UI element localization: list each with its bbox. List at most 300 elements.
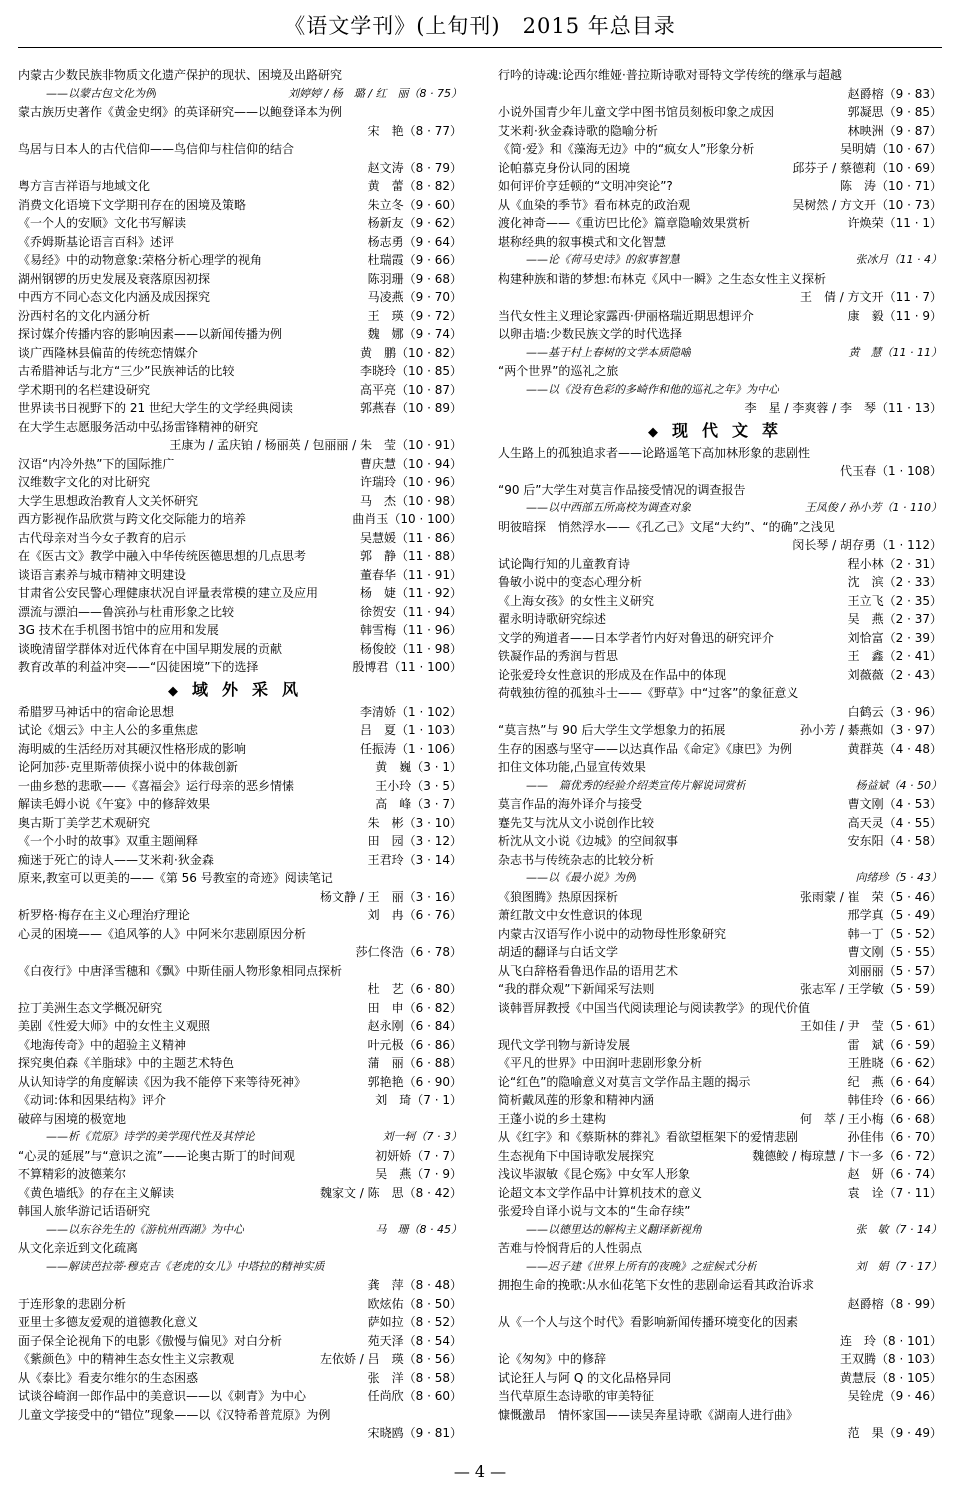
article-subtitle: —— 篇优秀的经验介绍类宣传片解说词赏析 — [526, 778, 746, 792]
author-page: 王小玲（3 · 5） — [375, 778, 462, 793]
toc-row — [498, 122, 942, 141]
article-title: 在大学生志愿服务活动中弘扬雷锋精神的研究 — [18, 419, 259, 434]
author-page: 安东阳（4 · 58） — [847, 834, 942, 848]
toc-row — [18, 603, 462, 622]
toc-entry — [498, 499, 942, 518]
toc-entry — [18, 436, 462, 455]
toc-entry — [498, 1202, 942, 1221]
toc-entry — [498, 851, 942, 870]
article-title: 海明威的生活经历对其硬汉性格形成的影响 — [18, 741, 247, 756]
toc-entry — [498, 795, 942, 814]
article-title: 破碎与困境的极宽地 — [18, 1111, 127, 1126]
toc-entry — [18, 1406, 462, 1425]
toc-entry — [498, 869, 942, 888]
article-title: 人生路上的孤独追求者——论路遥笔下高加林形象的悲剧性 — [498, 445, 811, 460]
toc-entry — [18, 980, 462, 999]
toc-row — [498, 159, 942, 178]
toc-row — [18, 122, 462, 141]
toc-row — [498, 270, 942, 289]
toc-row — [498, 1387, 942, 1406]
author-page: 张 洋（8 · 58） — [367, 1370, 462, 1385]
toc-entry — [18, 177, 462, 196]
article-title: 《上海女孩》的女性主义研究 — [498, 593, 655, 608]
toc-entry — [498, 610, 942, 629]
article-title: 铁凝作品的秀润与哲思 — [498, 649, 619, 663]
article-subtitle: ——析《荒原》诗学的美学现代性及其悖论 — [46, 1130, 255, 1143]
toc-row — [498, 214, 942, 233]
article-title: 简析戴凤莲的形象和精神内涵 — [498, 1093, 655, 1107]
article-title: 论《匆匆》中的修辞 — [498, 1352, 607, 1366]
toc-row — [498, 980, 942, 999]
toc-row — [498, 555, 942, 574]
toc-row — [498, 177, 942, 196]
toc-entry — [18, 1276, 462, 1295]
toc-row — [18, 159, 462, 178]
article-subtitle: ——迟子建《世界上所有的夜晚》之症候式分析 — [526, 1259, 757, 1273]
author-page: 赵文涛（8 · 79） — [367, 160, 462, 175]
toc-entry — [498, 1258, 942, 1277]
article-title: 浅议毕淑敏《昆仑殇》中女军人形象 — [498, 1167, 691, 1181]
author-page: 范 果（9 · 49） — [847, 1426, 942, 1440]
article-title: 谈广西隆林县偏苗的传统恋情媒介 — [18, 345, 199, 360]
toc-entry — [18, 795, 462, 814]
author-page: 魏 娜（9 · 74） — [367, 327, 462, 341]
author-page: 袁 诠（7 · 11） — [847, 1185, 942, 1200]
author-page: 纪 燕（6 · 64） — [847, 1074, 942, 1089]
toc-row — [498, 1221, 942, 1240]
article-title: 析沈从文小说《边城》的空间叙事 — [498, 834, 679, 848]
toc-entry — [498, 592, 942, 611]
author-page: 康 毅（11 · 9） — [847, 308, 942, 323]
author-page: 马凌燕（9 · 70） — [367, 290, 462, 304]
author-page: 杨新友（9 · 62） — [367, 216, 462, 230]
article-title: 解读毛姆小说《午宴》中的修辞效果 — [18, 797, 211, 811]
right-column — [498, 66, 942, 1443]
toc-row — [498, 1091, 942, 1110]
article-title: 萧红散文中女性意识的体现 — [498, 908, 643, 922]
article-title: 从认知诗学的角度解读《因为我不能停下来等待死神》 — [18, 1074, 307, 1089]
toc-row — [18, 1110, 462, 1129]
article-title: 荷戟独彷徨的孤独斗士——《野草》中“过客”的象征意义 — [498, 686, 799, 700]
toc-entry — [498, 196, 942, 215]
article-title: 论“红色”的隐喻意义对莫言文学作品主题的揭示 — [498, 1074, 751, 1089]
author-page: 朱 彬（3 · 10） — [367, 815, 462, 830]
toc-row — [498, 925, 942, 944]
author-page: 王凤俊 / 孙小芳（1 · 110） — [804, 501, 942, 514]
author-page: 左依娇 / 吕 瑛（8 · 56） — [319, 1352, 462, 1366]
author-page: 吕 夏（1 · 103） — [360, 723, 462, 737]
author-page: 杨俊皎（11 · 98） — [360, 641, 462, 656]
toc-entry — [18, 1258, 462, 1277]
toc-entry — [18, 103, 462, 122]
author-page: 黄 慧（11 · 11） — [848, 345, 942, 359]
author-page: 刘薇薇（2 · 43） — [847, 667, 942, 682]
toc-entry — [498, 536, 942, 555]
toc-row — [18, 1221, 462, 1240]
toc-row — [18, 473, 462, 492]
author-page: 李 星 / 李爽蓉 / 李 琴（11 · 13） — [744, 401, 942, 415]
toc-row — [18, 1202, 462, 1221]
toc-entry — [18, 473, 462, 492]
toc-entry — [18, 1073, 462, 1092]
toc-row — [18, 547, 462, 566]
toc-row — [498, 703, 942, 722]
author-page: 任振涛（1 · 106） — [360, 741, 462, 756]
article-subtitle: ——以蒙古包文化为例 — [46, 86, 156, 100]
article-title: 生态视角下中国诗歌发展探究 — [498, 1148, 655, 1163]
toc-row — [498, 325, 942, 344]
toc-entry — [498, 1147, 942, 1166]
article-title: 鸟居与日本人的古代信仰——鸟信仰与柱信仰的结合 — [18, 142, 295, 156]
article-title: 从《泰比》看麦尔维尔的生态困惑 — [18, 1370, 199, 1385]
author-page: 吴树然 / 方文开（10 · 73） — [792, 197, 942, 212]
article-subtitle: ——以东谷先生的《游杭州西湖》为中心 — [46, 1222, 244, 1236]
article-title: 汉维数字文化的对比研究 — [18, 475, 151, 489]
author-page: 孙佳伟（6 · 70） — [847, 1130, 942, 1144]
author-page: 魏德鲛 / 梅琼慧 / 卞一多（6 · 72） — [752, 1148, 942, 1163]
toc-entry — [498, 85, 942, 104]
toc-entry — [498, 66, 942, 85]
toc-entry — [18, 703, 462, 722]
author-page: 李晓玲（10 · 85） — [360, 364, 462, 378]
author-page: 连 玲（8 · 101） — [840, 1333, 942, 1348]
toc-entry — [18, 418, 462, 437]
article-title: 儿童文学接受中的“错位”现象——以《汉特希普荒原》为例 — [18, 1407, 331, 1422]
author-page: 韩雪梅（11 · 96） — [360, 623, 462, 637]
author-page: 宋 艳（8 · 77） — [367, 123, 462, 138]
author-page: 王如佳 / 尹 莹（5 · 61） — [799, 1019, 942, 1033]
author-page: 韩佳玲（6 · 66） — [847, 1093, 942, 1107]
toc-row — [498, 832, 942, 851]
toc-entry — [498, 980, 942, 999]
toc-entry — [498, 1073, 942, 1092]
toc-entry — [498, 1054, 942, 1073]
author-page: 张 敏（7 · 14） — [855, 1222, 942, 1236]
article-title: 《易经》中的动物意象:荣格分析心理学的视角 — [18, 253, 263, 267]
toc-entry — [18, 943, 462, 962]
toc-entry — [18, 869, 462, 888]
author-page: 王 鑫（2 · 41） — [847, 649, 942, 663]
toc-entry — [18, 1295, 462, 1314]
author-page: 沈 滨（2 · 33） — [847, 575, 942, 589]
article-title: 内蒙古汉语写作小说中的动物母性形象研究 — [498, 926, 727, 941]
toc-row — [18, 658, 462, 677]
toc-row — [18, 1128, 462, 1147]
section-heading-foreign: ◆ 域外采风 — [167, 679, 312, 699]
toc-row — [498, 399, 942, 418]
article-title: 消费文化语境下文学期刊存在的困境及策略 — [18, 197, 247, 212]
author-page: 刘一轲（7 · 3） — [382, 1130, 462, 1143]
article-title: 从飞白辞格看鲁迅作品的语用艺术 — [498, 963, 679, 978]
article-title: 湖州钢锣的历史发展及衰落原因初探 — [18, 271, 211, 286]
toc-row — [498, 851, 942, 870]
toc-entry — [498, 1017, 942, 1036]
toc-entry — [18, 251, 462, 270]
author-page: 杜 艺（6 · 80） — [367, 982, 462, 996]
toc-entry — [498, 758, 942, 777]
toc-entry — [18, 66, 462, 85]
author-page: 邢学真（5 · 49） — [847, 908, 942, 922]
author-page: 韩一丁（5 · 52） — [847, 926, 942, 941]
toc-entry — [18, 270, 462, 289]
toc-entry — [18, 1054, 462, 1073]
toc-entry — [18, 566, 462, 585]
toc-row — [498, 288, 942, 307]
author-page: 黄 鹏（10 · 82） — [360, 345, 462, 360]
toc-row — [18, 832, 462, 851]
toc-entry — [18, 814, 462, 833]
author-page: 田 园（3 · 12） — [367, 834, 462, 848]
toc-entry — [498, 1387, 942, 1406]
toc-row — [18, 455, 462, 474]
article-title: 心灵的困境——《追风筝的人》中阿米尔悲剧原因分析 — [18, 926, 307, 941]
toc-row — [498, 103, 942, 122]
article-title: 漂流与漂泊——鲁滨孙与杜甫形象之比较 — [18, 604, 235, 619]
toc-entry — [18, 1165, 462, 1184]
toc-entry — [18, 888, 462, 907]
toc-row — [18, 980, 462, 999]
toc-row — [18, 1036, 462, 1055]
toc-row — [498, 999, 942, 1018]
article-title: 韩国人旅华游记话语研究 — [18, 1204, 151, 1218]
toc-row — [498, 1184, 942, 1203]
article-title: “莫言热”与 90 后大学生文学想象力的拓展 — [498, 723, 726, 737]
toc-row — [498, 196, 942, 215]
article-title: 扣住文体功能,凸显宣传效果 — [498, 760, 646, 774]
toc-row — [18, 103, 462, 122]
toc-entry — [498, 1369, 942, 1388]
toc-entry — [18, 1350, 462, 1369]
article-title: 《紫颜色》中的精神生态女性主义宗教观 — [18, 1352, 235, 1366]
toc-entry — [498, 943, 942, 962]
toc-entry — [498, 381, 942, 400]
article-title: 教育改革的利益冲突——“囚徒困境”下的选择 — [18, 660, 259, 674]
author-page: 雷 斌（6 · 59） — [847, 1037, 942, 1052]
author-page: 赵爵榕（9 · 83） — [847, 86, 942, 101]
author-page: 张冰月（11 · 4） — [855, 253, 942, 266]
toc-row — [498, 536, 942, 555]
author-page: 赵 妍（6 · 74） — [847, 1167, 942, 1181]
toc-entry — [498, 307, 942, 326]
toc-row — [18, 85, 462, 104]
article-title: 粤方言吉祥语与地域文化 — [18, 179, 151, 193]
toc-row — [18, 1424, 462, 1443]
author-page: 刘丽丽（5 · 57） — [847, 963, 942, 978]
toc-row — [498, 888, 942, 907]
author-page: 郭凝思（9 · 85） — [847, 105, 942, 119]
toc-row — [498, 140, 942, 159]
author-page: 叶元极（6 · 86） — [367, 1037, 462, 1052]
article-title: “我的群众观”下新闻采写法则 — [498, 982, 655, 996]
toc-row — [498, 1406, 942, 1425]
author-page: 马 珊（8 · 45） — [375, 1222, 462, 1236]
author-page: 王 瑛（9 · 72） — [367, 308, 462, 323]
toc-row — [18, 251, 462, 270]
author-page: 苑天泽（8 · 54） — [367, 1333, 462, 1348]
toc-entry — [498, 344, 942, 363]
article-title: 渡化神奇——《重访巴比伦》篇章隐喻效果赏析 — [498, 216, 751, 230]
toc-row — [498, 1239, 942, 1258]
article-title: 学术期刊的名栏建设研究 — [18, 382, 151, 397]
article-title: 汉语“内冷外热”下的国际推广 — [18, 456, 175, 471]
toc-row — [18, 1239, 462, 1258]
toc-row — [18, 344, 462, 363]
toc-entry — [18, 640, 462, 659]
toc-row — [498, 610, 942, 629]
toc-entry — [18, 140, 462, 159]
toc-row — [18, 740, 462, 759]
article-title: 构建种族和谐的梦想:布林克《风中一瞬》之生态女性主义探析 — [498, 271, 827, 286]
toc-entry — [498, 573, 942, 592]
article-title: 《平凡的世界》中田润叶悲剧形象分析 — [498, 1056, 703, 1070]
article-title: 面子保全论视角下的电影《傲慢与偏见》对白分析 — [18, 1333, 283, 1348]
toc-row — [18, 777, 462, 796]
article-title: 行吟的诗魂:论西尔维娅·普拉斯诗歌对哥特文学传统的继承与超越 — [498, 68, 842, 82]
toc-entry — [498, 270, 942, 289]
toc-entry — [498, 140, 942, 159]
article-title: 一曲乡愁的悲歌——《喜福会》运行母亲的恶乡情愫 — [18, 778, 295, 793]
toc-row — [18, 566, 462, 585]
toc-row — [498, 444, 942, 463]
toc-row — [18, 1073, 462, 1092]
toc-row — [18, 888, 462, 907]
author-page: 张志军 / 王学敏（5 · 59） — [799, 982, 942, 996]
right-top-list — [498, 66, 942, 418]
toc-entry — [498, 1332, 942, 1351]
left-bottom-list — [18, 703, 462, 1443]
article-title: 拉丁美洲生态文学概况研究 — [18, 1000, 163, 1015]
author-page: 高 峰（3 · 7） — [375, 797, 462, 811]
toc-entry — [18, 906, 462, 925]
article-title: 当代草原生态诗歌的审美特征 — [498, 1389, 655, 1403]
author-page: 许瑞玲（10 · 96） — [360, 475, 462, 489]
toc-row — [18, 177, 462, 196]
toc-row — [18, 492, 462, 511]
toc-row — [18, 851, 462, 870]
author-page: 高天灵（4 · 55） — [847, 815, 942, 830]
author-page: 田 申（6 · 82） — [367, 1000, 462, 1015]
toc-entry — [498, 481, 942, 500]
author-page: 董春华（11 · 91） — [360, 567, 462, 582]
toc-entry — [498, 666, 942, 685]
toc-entry — [498, 962, 942, 981]
toc-row — [18, 270, 462, 289]
header-rule — [18, 47, 942, 48]
toc-entry — [498, 1128, 942, 1147]
toc-row — [18, 288, 462, 307]
toc-entry — [18, 721, 462, 740]
toc-row — [18, 529, 462, 548]
article-title: 甘肃省公安民警心理健康状况自评量表常模的建立及应用 — [18, 586, 319, 600]
toc-entry — [498, 1110, 942, 1129]
article-title: 文学的殉道者——日本学者竹内好对鲁迅的研究评介 — [498, 630, 775, 645]
page-title: 《语文学刊》(上旬刊) 2015 年总目录 — [284, 14, 676, 38]
toc-row — [18, 214, 462, 233]
article-title: “90 后”大学生对莫言作品接受情况的调查报告 — [498, 482, 746, 497]
toc-entry — [18, 159, 462, 178]
toc-entry — [498, 629, 942, 648]
article-title: 蹇先艾与沈从文小说创作比较 — [498, 815, 655, 830]
toc-entry — [18, 1239, 462, 1258]
toc-row — [18, 1165, 462, 1184]
author-page: 任尚欣（8 · 60） — [367, 1389, 462, 1403]
author-page: 曲肖玉（10 · 100） — [352, 512, 462, 526]
toc-row — [18, 703, 462, 722]
toc-row — [498, 499, 942, 518]
author-page: 杨文静 / 王 丽（3 · 16） — [319, 889, 462, 904]
article-title: 张爱玲自译小说与文本的“生命存续” — [498, 1204, 691, 1218]
toc-row — [498, 233, 942, 252]
article-title: 美剧《性爱大师》中的女性主义观照 — [18, 1019, 211, 1033]
toc-row — [18, 196, 462, 215]
toc-row — [18, 1276, 462, 1295]
article-title: 谈语言素养与城市精神文明建设 — [18, 567, 187, 582]
article-title: 艾米莉·狄金森诗歌的隐喻分析 — [498, 123, 658, 138]
article-title: 中西方不同心态文化内涵及成因探究 — [18, 290, 211, 304]
article-subtitle: ——基于村上春树的文学本质隐喻 — [526, 345, 691, 359]
article-title: 慷慨激昂 情怀家国——读吴奔星诗歌《湖南人进行曲》 — [498, 1407, 799, 1422]
article-title: 《动词:体和因果结构》评介 — [18, 1093, 167, 1107]
toc-entry — [498, 1239, 942, 1258]
toc-row — [18, 1369, 462, 1388]
toc-entry — [18, 529, 462, 548]
article-subtitle: ——以《最小说》为例 — [526, 871, 636, 884]
author-page: 刘婷婷 / 杨 璐 / 红 丽（8 · 75） — [288, 86, 462, 100]
author-page: 赵爵榕（8 · 99） — [847, 1296, 942, 1311]
article-title: “两个世界”的巡礼之旅 — [498, 364, 619, 378]
toc-entry — [498, 555, 942, 574]
toc-entry — [498, 444, 942, 463]
article-title: 从《血染的季节》看布林克的政治观 — [498, 197, 691, 212]
article-title: 明彼暗探 悄然浮水——《孔乙己》文尾“大约”、“的确”之浅见 — [498, 519, 835, 534]
toc-row — [498, 740, 942, 759]
author-page: 白鹤云（3 · 96） — [847, 704, 942, 719]
author-page: 向绪珍（5 · 43） — [855, 871, 942, 884]
toc-entry — [18, 1202, 462, 1221]
toc-row — [18, 621, 462, 640]
author-page: 陈羽珊（9 · 68） — [367, 271, 462, 286]
author-page: 杨 婕（11 · 92） — [360, 586, 462, 600]
article-title: 论超文本文学作品中计算机技术的意义 — [498, 1185, 703, 1200]
article-title: 苦难与怜悯背后的人性弱点 — [498, 1241, 643, 1255]
toc-row — [18, 1406, 462, 1425]
author-page: 吴明婧（10 · 67） — [840, 142, 942, 156]
author-page: 杨益斌（4 · 50） — [855, 778, 942, 792]
toc-entry — [498, 684, 942, 703]
toc-row — [18, 381, 462, 400]
toc-entry — [18, 962, 462, 981]
toc-entry — [498, 1295, 942, 1314]
author-page: 代玉春（1 · 108） — [840, 464, 942, 478]
author-page: 王君玲（3 · 14） — [367, 852, 462, 867]
author-page: 杨志勇（9 · 64） — [367, 234, 462, 249]
toc-entry — [498, 1091, 942, 1110]
author-page: 孙小芳 / 綦燕如（3 · 97） — [799, 723, 942, 737]
toc-entry — [498, 814, 942, 833]
page-number: — 4 — — [453, 1462, 507, 1481]
toc-entry — [18, 1017, 462, 1036]
toc-row — [498, 814, 942, 833]
toc-row — [18, 1054, 462, 1073]
toc-entry — [18, 381, 462, 400]
article-title: 试论《烟云》中主人公的多重焦虑 — [18, 723, 199, 737]
toc-row — [498, 1295, 942, 1314]
article-title: 《地海传奇》中的超验主义精神 — [18, 1037, 187, 1052]
toc-row — [18, 1091, 462, 1110]
toc-entry — [18, 758, 462, 777]
author-page: 何 萃 / 王小梅（6 · 68） — [799, 1111, 942, 1126]
author-page: 李清娇（1 · 102） — [360, 704, 462, 719]
